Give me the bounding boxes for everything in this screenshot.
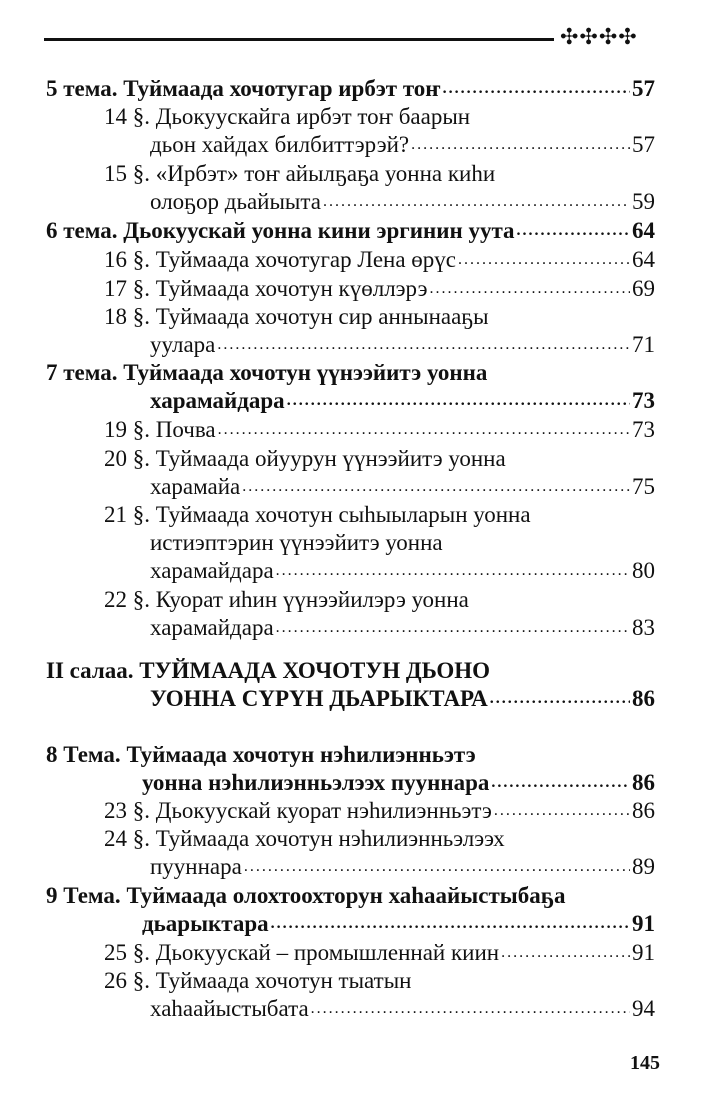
toc-entry-title: пууннара bbox=[150, 854, 242, 879]
toc-page-number: 94 bbox=[632, 996, 655, 1021]
toc-page-number: 86 bbox=[632, 798, 655, 823]
toc-entry-title: Дьокуускай куорат нэһилиэнньэтэ bbox=[155, 798, 492, 823]
toc-page-number: 57 bbox=[632, 132, 655, 157]
toc-page-number: 64 bbox=[632, 247, 655, 272]
toc-entry-number: 5 тема. bbox=[46, 76, 124, 101]
leader-dots bbox=[217, 330, 630, 360]
toc-entry-title: Туймаада хочотун сыһыыларын уонна bbox=[155, 502, 531, 527]
toc-page-number: 73 bbox=[632, 388, 655, 413]
toc-line bbox=[104, 444, 655, 474]
leader-dots bbox=[491, 768, 630, 798]
toc-entry-number: 20 §. bbox=[104, 446, 156, 471]
toc-entry-title: харамайдара bbox=[150, 388, 285, 413]
toc-page-number: 80 bbox=[632, 558, 655, 583]
leader-dots bbox=[287, 386, 630, 416]
toc-entry-text bbox=[46, 881, 566, 911]
toc-entry-text bbox=[142, 768, 489, 798]
leader-dots bbox=[276, 613, 630, 643]
toc-line bbox=[46, 74, 655, 104]
toc-entry-number: 19 §. bbox=[104, 417, 156, 442]
toc-entry-title: хаһаайыстыбата bbox=[150, 996, 309, 1021]
toc-line bbox=[150, 556, 655, 586]
toc-entry-title: Туймаада хочотугар Лена өрүс bbox=[155, 247, 456, 272]
toc-line bbox=[150, 130, 655, 160]
toc-line bbox=[142, 768, 655, 798]
toc-entry-title: «Ирбэт» тоҥ айылҕаҕа уонна киһи bbox=[155, 161, 496, 186]
toc-line bbox=[150, 528, 655, 558]
toc-line bbox=[104, 102, 655, 132]
toc-entry-number: 14 §. bbox=[104, 104, 156, 129]
toc-line bbox=[150, 613, 655, 643]
toc-entry-text bbox=[150, 556, 274, 586]
toc-entry-title: дьон хайдах билбиттэрэй? bbox=[150, 132, 410, 157]
toc-entry-title: харамайдара bbox=[150, 615, 274, 640]
toc-entry-title: Почва bbox=[155, 417, 216, 442]
toc-entry-text bbox=[104, 245, 456, 275]
toc-entry-number: 8 Тема. bbox=[46, 742, 127, 767]
toc-line bbox=[104, 415, 655, 445]
toc-entry-text bbox=[142, 909, 269, 939]
toc-line bbox=[104, 966, 655, 996]
toc-line bbox=[150, 994, 655, 1024]
leader-dots bbox=[517, 216, 630, 246]
toc-entry-number: 7 тема. bbox=[46, 360, 124, 385]
toc-entry-title: Туймаада хочотун нэһилиэнньэтэ bbox=[126, 742, 476, 767]
toc-line bbox=[104, 585, 655, 615]
toc-line bbox=[150, 852, 655, 882]
toc-entry-title: Туймаада ойуурун үүнээйитэ уонна bbox=[155, 446, 506, 471]
toc-entry-text bbox=[104, 966, 411, 996]
toc-entry-text bbox=[46, 656, 490, 686]
toc-entry-title: уулара bbox=[150, 332, 216, 357]
toc-line bbox=[104, 302, 655, 332]
toc-line bbox=[150, 386, 655, 416]
toc-line bbox=[46, 358, 655, 388]
toc-entry-number: 15 §. bbox=[104, 161, 156, 186]
toc-entry-text bbox=[104, 824, 505, 854]
toc-entry-title: Туймаада хочотун нэһилиэнньэлээх bbox=[155, 826, 505, 851]
toc-line bbox=[150, 684, 655, 714]
toc-line bbox=[104, 274, 655, 304]
toc-entry-title: Туймаада хочотун үүнээйитэ уонна bbox=[123, 360, 488, 385]
toc-entry-title: Куорат иһин үүнээйилэрэ уонна bbox=[155, 587, 469, 612]
toc-entry-title: Туймаада хочотугар ирбэт тоҥ bbox=[123, 76, 441, 101]
toc-entry-text bbox=[104, 415, 216, 445]
toc-entry-number: 25 §. bbox=[104, 940, 156, 965]
toc-entry-text bbox=[104, 159, 495, 189]
toc-entry-text bbox=[104, 302, 489, 332]
toc-entry-text bbox=[150, 528, 443, 558]
leader-dots bbox=[244, 852, 630, 882]
toc-entry-title: Туймаада олохтоохторун хаһаайыстыбаҕа bbox=[126, 883, 566, 908]
toc-entry-number: 24 §. bbox=[104, 826, 156, 851]
toc-entry-text bbox=[150, 613, 274, 643]
leader-dots bbox=[311, 994, 630, 1024]
toc-entry-title: истиэптэрин үүнээйитэ уонна bbox=[150, 530, 443, 555]
toc-entry-text bbox=[150, 852, 242, 882]
toc-page-number: 86 bbox=[632, 770, 655, 795]
toc-entry-title: Дьокуускай – промышленнай киин bbox=[155, 940, 500, 965]
toc-entry-text bbox=[104, 444, 506, 474]
leader-dots bbox=[501, 938, 630, 968]
toc-entry-title: Туймаада хочотун сир аннынааҕы bbox=[155, 304, 489, 329]
toc-entry-text bbox=[46, 740, 476, 770]
toc-entry-text bbox=[150, 187, 321, 217]
page-number: 145 bbox=[630, 1052, 660, 1074]
leader-dots bbox=[458, 245, 630, 275]
toc-entry-title: УОННА СҮРҮН ДЬАРЫКТАРА bbox=[150, 686, 488, 711]
toc-page-number: 89 bbox=[632, 854, 655, 879]
toc-entry-title: олоҕор дьайыыта bbox=[150, 189, 321, 214]
toc-entry-number: 18 §. bbox=[104, 304, 156, 329]
toc-entry-text bbox=[46, 74, 441, 104]
toc-entry-number: 16 §. bbox=[104, 247, 156, 272]
toc-entry-title: Туймаада хочотун күөллэрэ bbox=[155, 276, 428, 301]
toc-line bbox=[104, 938, 655, 968]
toc-entry-text bbox=[46, 358, 487, 388]
toc-entry-text bbox=[150, 330, 215, 360]
toc-entry-text bbox=[104, 938, 499, 968]
leader-dots bbox=[276, 556, 630, 586]
toc-line bbox=[150, 472, 655, 502]
toc-entry-title: Дьокуускай уонна кини эргинин уута bbox=[123, 218, 515, 243]
toc-entry-text bbox=[150, 386, 285, 416]
toc-entry-text bbox=[150, 472, 240, 502]
toc-entry-number: 21 §. bbox=[104, 502, 156, 527]
toc-entry-title: дьарыктара bbox=[142, 911, 269, 936]
leader-dots bbox=[494, 796, 630, 826]
toc-entry-number: 9 Тема. bbox=[46, 883, 127, 908]
toc-entry-text bbox=[104, 585, 469, 615]
toc-entry-text bbox=[150, 130, 409, 160]
toc-entry-text bbox=[150, 994, 309, 1024]
toc-line bbox=[150, 330, 655, 360]
toc-line bbox=[104, 824, 655, 854]
header-rule bbox=[44, 38, 554, 41]
toc-entry-text bbox=[104, 274, 427, 304]
leader-dots bbox=[323, 187, 630, 217]
toc-page-number: 73 bbox=[632, 417, 655, 442]
leader-dots bbox=[429, 274, 630, 304]
toc-entry-number: 22 §. bbox=[104, 587, 156, 612]
toc-page-number: 83 bbox=[632, 615, 655, 640]
toc-entry-number: 6 тема. bbox=[46, 218, 124, 243]
leader-dots bbox=[443, 74, 630, 104]
toc-page-number: 75 bbox=[632, 474, 655, 499]
toc-entry-text bbox=[46, 216, 515, 246]
toc-line bbox=[150, 187, 655, 217]
toc-entry-title: Дьокуускайга ирбэт тоҥ баарын bbox=[155, 104, 471, 129]
toc-line bbox=[46, 216, 655, 246]
toc-page-number: 59 bbox=[632, 189, 655, 214]
toc-entry-number: 17 §. bbox=[104, 276, 156, 301]
toc-entry-number: II салаа. bbox=[46, 658, 140, 683]
toc-entry-text bbox=[104, 102, 470, 132]
toc-entry-title: ТУЙМААДА ХОЧОТУН ДЬОНО bbox=[139, 658, 490, 683]
toc-line bbox=[104, 500, 655, 530]
leader-dots bbox=[242, 472, 630, 502]
toc-page-number: 91 bbox=[632, 911, 655, 936]
leader-dots bbox=[218, 415, 630, 445]
leader-dots bbox=[271, 909, 630, 939]
toc-line bbox=[104, 245, 655, 275]
toc-line bbox=[104, 796, 655, 826]
toc-entry-title: харамайдара bbox=[150, 558, 274, 583]
toc-entry-text bbox=[150, 684, 488, 714]
toc-line bbox=[104, 159, 655, 189]
header-ornament: ✣✣✣✣ bbox=[560, 24, 638, 49]
toc-page-number: 71 bbox=[632, 332, 655, 357]
toc-page-number: 64 bbox=[632, 218, 655, 243]
toc-page-number: 57 bbox=[632, 76, 655, 101]
toc-line bbox=[46, 740, 655, 770]
leader-dots bbox=[490, 684, 630, 714]
toc-entry-text bbox=[104, 500, 531, 530]
toc-entry-title: Туймаада хочотун тыатын bbox=[155, 968, 412, 993]
toc-page-number: 86 bbox=[632, 686, 655, 711]
toc-entry-title: харамайа bbox=[150, 474, 241, 499]
toc-entry-number: 23 §. bbox=[104, 798, 156, 823]
toc-line bbox=[46, 881, 655, 911]
toc-page-number: 69 bbox=[632, 276, 655, 301]
toc-line bbox=[46, 656, 655, 686]
leader-dots bbox=[411, 130, 630, 160]
toc-page-number: 91 bbox=[632, 940, 655, 965]
toc-line bbox=[142, 909, 655, 939]
toc-entry-number: 26 §. bbox=[104, 968, 156, 993]
toc-entry-text bbox=[104, 796, 492, 826]
toc-entry-title: уонна нэһилиэнньэлээх пууннара bbox=[142, 770, 490, 795]
